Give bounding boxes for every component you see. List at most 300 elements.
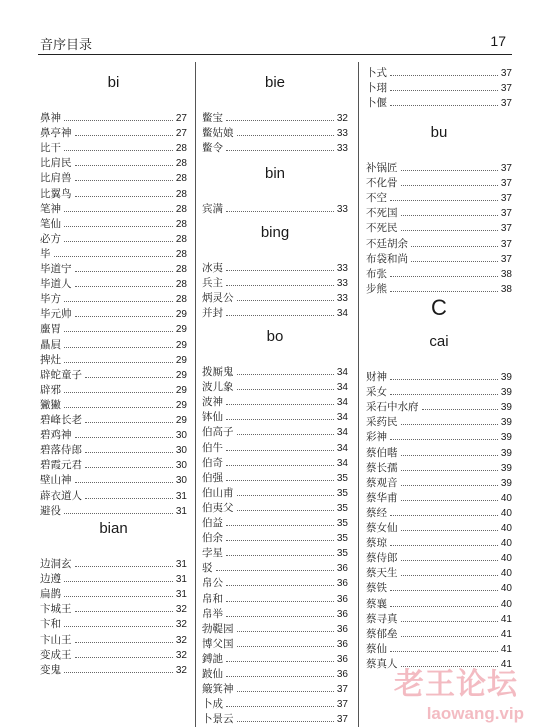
index-entry	[366, 505, 512, 520]
index-entry	[366, 641, 512, 656]
dot-leader	[237, 364, 334, 375]
dot-leader	[226, 455, 334, 466]
dot-leader	[226, 651, 334, 662]
dot-leader	[226, 394, 334, 405]
entry-page-number: 28	[175, 279, 187, 291]
dot-leader	[390, 80, 498, 91]
dot-leader	[75, 186, 173, 197]
entry-page-number: 39	[500, 462, 512, 474]
dot-leader	[237, 125, 334, 136]
entry-term: 孛星	[202, 547, 223, 560]
entry-term: 鳖令	[202, 142, 223, 155]
entry-page-number: 29	[175, 399, 187, 411]
index-entry	[40, 427, 187, 442]
index-entry	[202, 545, 348, 560]
entry-term: 伯强	[202, 471, 223, 484]
entry-page-number: 37	[500, 163, 512, 174]
column-divider	[195, 62, 196, 727]
index-entry	[40, 216, 187, 231]
entry-term: 卞山王	[40, 633, 72, 646]
entry-term: 辟蛇童子	[40, 368, 82, 381]
entry-term: 蔡铁	[366, 582, 387, 595]
entry-page-number: 37	[500, 208, 512, 220]
entry-term: 蔡侍郎	[366, 552, 398, 565]
entry-term: 不化骨	[366, 177, 398, 190]
pinyin-heading: bin	[264, 165, 286, 182]
dot-leader	[64, 382, 173, 393]
entry-term: 蔡寻真	[366, 612, 398, 625]
watermark-logo: 老王论坛	[394, 667, 518, 702]
dot-leader	[64, 231, 173, 242]
dot-leader	[390, 369, 498, 380]
dot-leader	[64, 352, 173, 363]
entry-page-number: 36	[336, 653, 348, 665]
entry-term: 比翼鸟	[40, 187, 72, 200]
entry-term: 伯高子	[202, 426, 234, 439]
entry-term: 步熊	[366, 282, 387, 295]
dot-leader	[64, 662, 173, 673]
dot-leader	[226, 305, 334, 316]
index-entry	[202, 110, 348, 125]
index-entry	[202, 125, 348, 140]
entry-term: 比肩兽	[40, 172, 72, 185]
entry-page-number: 34	[336, 442, 348, 454]
entry-page-number: 28	[175, 143, 187, 155]
entry-page-number: 35	[336, 502, 348, 514]
index-entry	[366, 281, 512, 296]
entry-term: 伯夷父	[202, 501, 234, 514]
index-entry	[202, 651, 348, 666]
entry-term: 不空	[366, 192, 387, 205]
index-entry	[366, 95, 512, 110]
entry-term: 碧落侍郎	[40, 444, 82, 457]
entry-page-number: 34	[336, 382, 348, 394]
entry-term: 簸箕神	[202, 683, 234, 696]
index-entry	[40, 472, 187, 487]
running-title: 音序目录	[40, 38, 93, 53]
entry-page-number: 28	[175, 158, 187, 170]
dot-leader	[226, 140, 334, 151]
index-entry	[366, 175, 512, 190]
entry-page-number: 34	[336, 308, 348, 320]
entry-page-number: 32	[175, 604, 187, 616]
entry-page-number: 29	[175, 369, 187, 381]
entry-term: 伯奇	[202, 456, 223, 469]
index-entry	[202, 290, 348, 305]
entry-page-number: 30	[175, 460, 187, 472]
dot-leader	[64, 291, 173, 302]
dot-leader	[411, 236, 498, 247]
entry-term: 碧鸡神	[40, 429, 72, 442]
entry-page-number: 31	[175, 589, 187, 601]
entry-page-number: 34	[336, 457, 348, 469]
dot-leader	[75, 276, 173, 287]
index-entry	[202, 530, 348, 545]
dot-leader	[226, 409, 334, 420]
entry-page-number: 37	[336, 684, 348, 696]
index-entry	[40, 291, 187, 306]
index-entry	[40, 488, 187, 503]
index-entry	[40, 571, 187, 586]
entry-page-number: 32	[175, 649, 187, 661]
index-entry	[40, 382, 187, 397]
dot-leader	[64, 216, 173, 227]
entry-term: 碧霞元君	[40, 459, 82, 472]
entry-page-number: 31	[175, 505, 187, 517]
entry-term: 冰夷	[202, 262, 223, 274]
dot-leader	[237, 681, 334, 692]
dot-leader	[64, 321, 173, 332]
index-entry	[366, 65, 512, 80]
entry-term: 鎛訑	[202, 652, 223, 665]
entry-page-number: 31	[175, 490, 187, 502]
entry-page-number: 39	[500, 447, 512, 459]
dot-leader	[237, 424, 334, 435]
entry-page-number: 40	[500, 538, 512, 550]
entry-term: 碧峰长老	[40, 414, 82, 426]
index-entry	[202, 140, 348, 155]
section-letter: C	[431, 295, 447, 320]
index-entry	[40, 337, 187, 352]
pinyin-heading: cai	[429, 333, 449, 350]
entry-term: 伯牛	[202, 441, 223, 454]
index-entry	[366, 369, 512, 384]
entry-page-number: 35	[336, 472, 348, 484]
entry-page-number: 40	[500, 492, 512, 504]
entry-term: 跛仙	[202, 668, 223, 680]
index-entry	[40, 201, 187, 216]
entry-term: 炳灵公	[202, 292, 234, 305]
column-divider	[358, 62, 359, 727]
index-entry	[202, 696, 348, 711]
dot-leader	[226, 575, 334, 586]
entry-term: 布张	[366, 267, 387, 280]
entry-page-number: 36	[336, 638, 348, 650]
entry-term: 卜景云	[202, 713, 234, 726]
entry-page-number: 35	[336, 487, 348, 499]
index-entry	[40, 632, 187, 647]
dot-leader	[401, 520, 498, 531]
index-entry	[366, 611, 512, 626]
index-entry	[202, 364, 348, 379]
entry-page-number: 32	[175, 634, 187, 646]
entry-term: 毕方	[40, 293, 61, 306]
entry-page-number: 28	[175, 294, 187, 306]
index-entry	[202, 575, 348, 590]
dot-leader	[390, 641, 498, 652]
entry-page-number: 28	[175, 173, 187, 185]
entry-term: 采药民	[366, 416, 398, 429]
entry-term: 避役	[40, 504, 61, 517]
entry-term: 比干	[40, 142, 61, 155]
entry-term: 贔屓	[40, 338, 61, 351]
dot-leader	[237, 711, 334, 722]
dot-leader	[401, 220, 498, 231]
entry-page-number: 41	[500, 643, 512, 655]
index-entry	[40, 367, 187, 382]
dot-leader	[390, 266, 498, 277]
dot-leader	[390, 580, 498, 591]
index-entry	[366, 266, 512, 281]
dot-leader	[401, 626, 498, 637]
index-entry	[202, 560, 348, 575]
index-entry	[366, 550, 512, 565]
entry-term: 布袋和尚	[366, 252, 408, 265]
entry-page-number: 34	[336, 397, 348, 409]
dot-leader	[216, 560, 334, 571]
index-entry	[202, 201, 348, 216]
index-entry	[202, 440, 348, 455]
dot-leader	[390, 190, 498, 201]
index-entry	[366, 626, 512, 641]
entry-term: 蔡伯喈	[366, 446, 398, 459]
dot-leader	[75, 632, 173, 643]
index-entry	[366, 414, 512, 429]
index-entry	[202, 260, 348, 275]
dot-leader	[390, 535, 498, 546]
entry-term: 毕道宁	[40, 263, 72, 275]
entry-term: 边遵	[40, 573, 61, 586]
entry-page-number: 39	[500, 417, 512, 429]
index-entry	[366, 460, 512, 475]
entry-term: 蔡天生	[366, 567, 398, 580]
entry-page-number: 40	[500, 583, 512, 595]
index-entry	[366, 251, 512, 266]
entry-page-number: 39	[500, 387, 512, 399]
entry-page-number: 41	[500, 628, 512, 640]
dot-leader	[237, 290, 334, 301]
dot-leader	[390, 95, 498, 106]
pinyin-heading: bi	[107, 74, 120, 91]
entry-term: 鳖姑娘	[202, 127, 234, 140]
index-entry	[202, 305, 348, 320]
dot-leader	[64, 140, 173, 151]
entry-term: 鳖宝	[202, 112, 223, 124]
dot-leader	[401, 611, 498, 622]
entry-page-number: 35	[336, 518, 348, 529]
index-entry	[202, 275, 348, 290]
dot-leader	[85, 488, 173, 499]
entry-page-number: 35	[336, 533, 348, 545]
index-entry	[40, 601, 187, 616]
entry-term: 壁山神	[40, 474, 72, 487]
entry-term: 变成王	[40, 648, 72, 661]
dot-leader	[75, 556, 173, 567]
pinyin-heading: bie	[264, 74, 286, 91]
dot-leader	[64, 586, 173, 597]
entry-term: 兵主	[202, 277, 223, 290]
dot-leader	[226, 696, 334, 707]
index-entry	[40, 170, 187, 185]
entry-term: 蔡真人	[366, 657, 398, 670]
entry-page-number: 40	[500, 568, 512, 580]
entry-term: 必方	[40, 232, 61, 245]
index-entry	[40, 442, 187, 457]
entry-term: 博父国	[202, 637, 234, 650]
index-entry	[366, 384, 512, 399]
entry-page-number: 28	[175, 233, 187, 245]
dot-leader	[422, 399, 498, 410]
entry-page-number: 32	[175, 619, 187, 631]
entry-term: 蔡观音	[366, 476, 398, 489]
index-entry	[40, 110, 187, 125]
dot-leader	[85, 412, 173, 423]
index-entry	[366, 580, 512, 595]
entry-term: 勃鞮园	[202, 622, 234, 635]
index-entry	[40, 412, 187, 427]
entry-page-number: 36	[336, 578, 348, 590]
index-entry	[40, 586, 187, 601]
entry-page-number: 41	[500, 613, 512, 625]
entry-term: 并封	[202, 307, 223, 320]
entry-page-number: 40	[500, 523, 512, 534]
entry-term: 蔡华甫	[366, 491, 398, 504]
entry-page-number: 31	[175, 559, 187, 570]
dot-leader	[226, 260, 334, 271]
entry-term: 卞和	[40, 618, 61, 631]
dot-leader	[401, 550, 498, 561]
entry-term: 补锅匠	[366, 162, 398, 174]
entry-page-number: 39	[500, 402, 512, 414]
dot-leader	[75, 155, 173, 166]
entry-page-number: 35	[336, 548, 348, 560]
entry-page-number: 37	[500, 98, 512, 110]
index-entry	[202, 394, 348, 409]
index-entry	[202, 455, 348, 470]
entry-page-number: 32	[175, 664, 187, 676]
entry-term: 驳	[202, 562, 213, 575]
entry-page-number: 33	[336, 128, 348, 140]
index-entry	[202, 681, 348, 696]
index-entry	[40, 397, 187, 412]
index-entry	[366, 475, 512, 490]
index-entry	[366, 596, 512, 611]
dot-leader	[64, 110, 173, 121]
dot-leader	[401, 445, 498, 456]
entry-term: 伯益	[202, 517, 223, 529]
entry-page-number: 40	[500, 553, 512, 565]
dot-leader	[226, 201, 334, 212]
entry-term: 鼻神	[40, 112, 61, 124]
index-entry	[40, 246, 187, 261]
index-entry	[40, 306, 187, 321]
entry-page-number: 38	[500, 283, 512, 295]
entry-term: 不死民	[366, 222, 398, 235]
page-header	[38, 32, 512, 55]
entry-page-number: 37	[336, 714, 348, 726]
dot-leader	[390, 505, 498, 516]
entry-page-number: 28	[175, 188, 187, 200]
entry-term: 边洞玄	[40, 558, 72, 570]
entry-term: 蔡琼	[366, 537, 387, 550]
entry-page-number: 29	[175, 324, 187, 336]
entry-page-number: 29	[175, 384, 187, 396]
index-entry	[366, 535, 512, 550]
entry-page-number: 36	[336, 608, 348, 620]
entry-page-number: 31	[175, 574, 187, 586]
index-entry	[40, 647, 187, 662]
entry-page-number: 37	[336, 699, 348, 711]
index-entry	[202, 591, 348, 606]
entry-term: 鼻亭神	[40, 127, 72, 140]
index-entry	[202, 515, 348, 530]
entry-term: 捭灶	[40, 353, 61, 366]
dot-leader	[390, 596, 498, 607]
index-entry	[40, 140, 187, 155]
dot-leader	[64, 201, 173, 212]
dot-leader	[85, 442, 173, 453]
entry-page-number: 38	[500, 268, 512, 280]
index-entry	[40, 352, 187, 367]
entry-term: 薜衣道人	[40, 489, 82, 502]
index-entry	[366, 80, 512, 95]
dot-leader	[75, 306, 173, 317]
dot-leader	[226, 515, 334, 526]
entry-page-number: 41	[500, 658, 512, 670]
entry-term: 蔡襄	[366, 597, 387, 610]
dot-leader	[226, 606, 334, 617]
dot-leader	[75, 170, 173, 181]
entry-term: 宾满	[202, 203, 223, 215]
index-entry	[202, 424, 348, 439]
entry-page-number: 33	[336, 143, 348, 155]
dot-leader	[411, 251, 498, 262]
entry-term: 卜珝	[366, 82, 387, 95]
index-entry	[366, 399, 512, 414]
dot-leader	[226, 666, 334, 677]
dot-leader	[226, 110, 334, 121]
dot-leader	[75, 125, 173, 136]
entry-term: 变鬼	[40, 663, 61, 676]
index-entry	[366, 445, 512, 460]
dot-leader	[64, 616, 173, 627]
entry-term: 蔡长孺	[366, 461, 398, 474]
entry-page-number: 33	[336, 278, 348, 290]
entry-term: 钵仙	[202, 411, 223, 424]
dot-leader	[226, 275, 334, 286]
pinyin-heading: bing	[260, 224, 290, 241]
index-entry	[366, 160, 512, 175]
dot-leader	[64, 503, 173, 514]
entry-term: 毕道人	[40, 278, 72, 291]
entry-page-number: 29	[175, 339, 187, 351]
entry-page-number: 33	[336, 293, 348, 305]
entry-page-number: 40	[500, 598, 512, 610]
entry-page-number: 37	[500, 223, 512, 235]
entry-term: 帛和	[202, 592, 223, 605]
dot-leader	[237, 379, 334, 390]
index-entry	[366, 490, 512, 505]
dot-leader	[237, 500, 334, 511]
entry-term: 帛举	[202, 607, 223, 620]
pinyin-heading: bu	[430, 124, 448, 141]
entry-term: 拨厮鬼	[202, 366, 234, 378]
entry-page-number: 34	[336, 427, 348, 439]
entry-term: 螷胃	[40, 323, 61, 336]
index-entry	[40, 662, 187, 677]
entry-term: 卜成	[202, 698, 223, 711]
dot-leader	[75, 261, 173, 272]
index-entry	[202, 500, 348, 515]
dot-leader	[401, 414, 498, 425]
entry-page-number: 39	[500, 477, 512, 489]
entry-term: 财神	[366, 371, 387, 383]
entry-page-number: 29	[175, 309, 187, 321]
entry-term: 波神	[202, 396, 223, 409]
index-entry	[40, 616, 187, 631]
entry-page-number: 30	[175, 430, 187, 442]
dot-leader	[401, 160, 498, 171]
